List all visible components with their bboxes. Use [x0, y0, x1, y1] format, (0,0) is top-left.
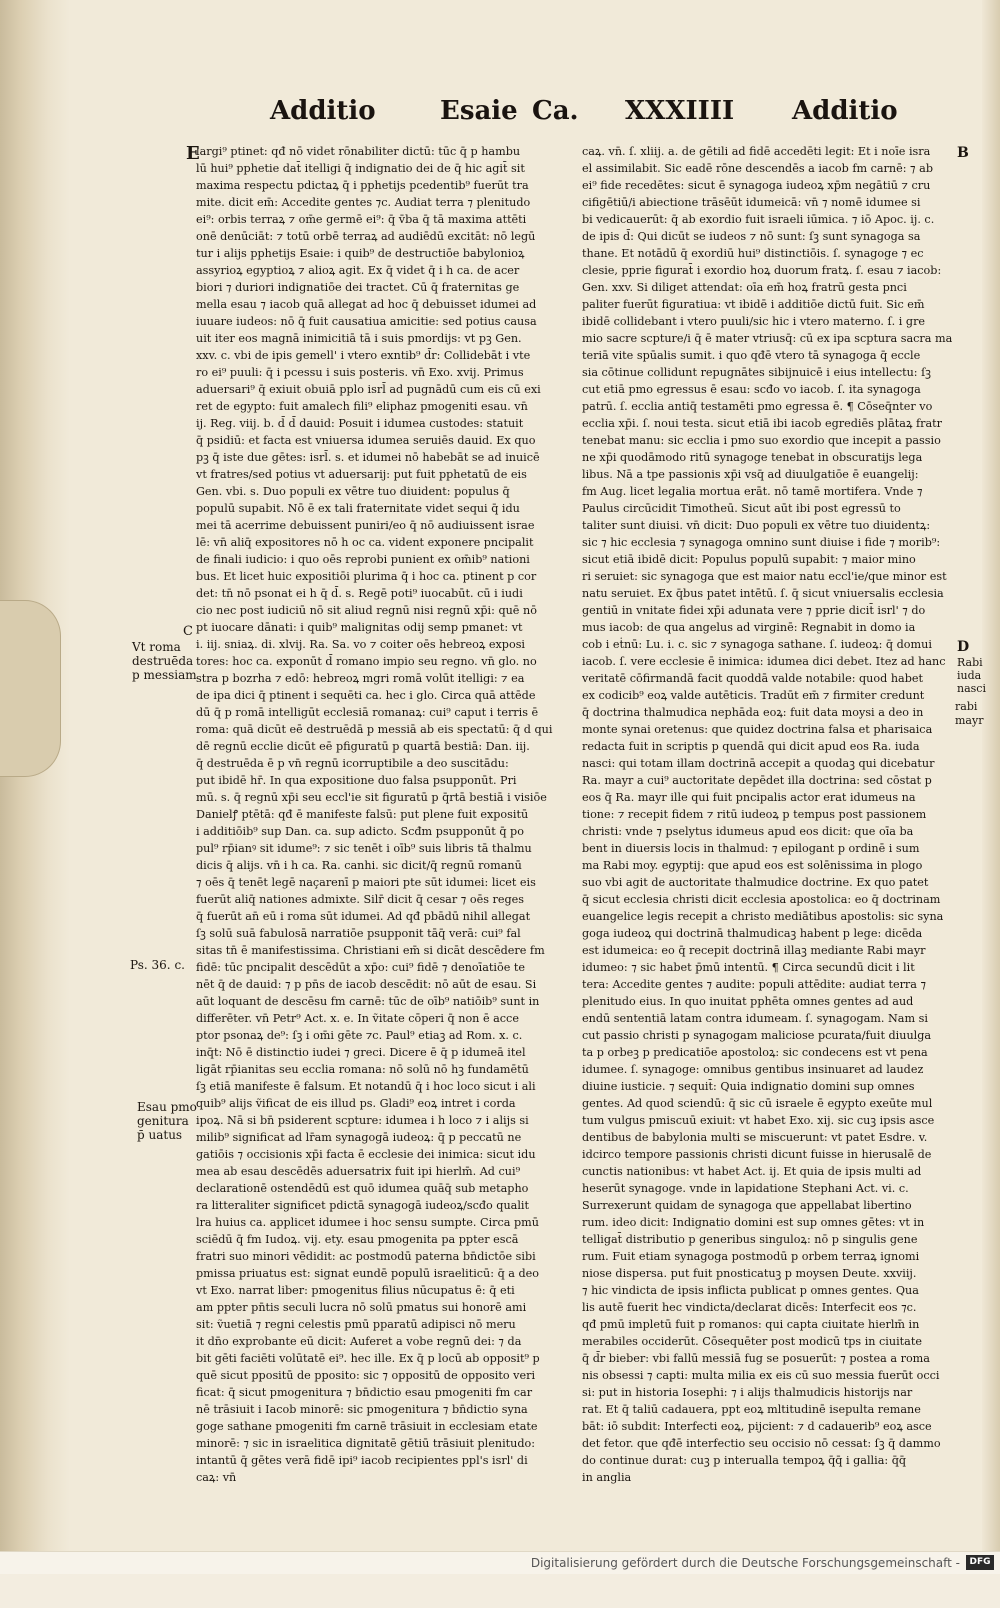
right-column-line: q̄ d̄r bieber: vbi fallū messiā fug se posuerūt: ⁊ postea a roma	[582, 1352, 930, 1365]
margin-letter-b: B	[957, 145, 969, 161]
left-column-line: goge sathane pmogeniti fm carnē trāsiuit in ecclesiam etate	[196, 1420, 538, 1433]
right-column-line: mio sacre scpture/i q̄ ē mater vtriusq̄: cū ex ipa scptura sacra ma	[582, 332, 953, 345]
header-chapter-number: XXXIIII	[625, 96, 735, 126]
left-column-line: iuuare iudeos: nō q̄ fuit causatiua amicitie: sed potius causa	[196, 315, 537, 328]
right-column-line: ⁊ hic vindicta de ipsis inflicta publicat p omnes gentes. Qua	[582, 1284, 919, 1297]
margin-letter-c: C	[183, 624, 193, 639]
left-column-line: ipoꝝ. Nā si bn̄ psiderent scpture: idumea i h loco ⁊ i alijs si	[196, 1114, 529, 1127]
left-column-line: mū. s. q̄ regnū xp̄i seu eccl'ie sit figuratū p q̄rtā bestiā i visiōe	[196, 791, 547, 804]
left-column-line: largi⁹ ptinet: qđ nō videt rōnabiliter dictū: tūc q̄ p hambu	[196, 145, 521, 158]
left-column-line: tur i alijs pphetijs Esaie: i quib⁹ de destructiōe babylonioꝝ	[196, 247, 525, 260]
left-column-line: vt fratres/sed potius vt aduersarij: put fuit pphetatū de eis	[196, 468, 527, 481]
right-column-line: ibidē collidebant i vtero puuli/sic hic i vtero materno. ſ. i gre	[582, 315, 926, 328]
left-column-line: sit: ṽuetiā ⁊ regni celestis pmū pparatū adipisci nō meru	[196, 1318, 516, 1331]
left-column-line: vt Exo. narrat liber: pmogenitus filius nūcupatus ē: q̄ eti	[196, 1284, 515, 1297]
left-column-line: fidē: tūc pncipalit descēdūt a xp̄o: cui⁹ fidē ⁊ denoīatiōe te	[196, 961, 526, 974]
left-column-line: quib⁹ alijs ṽificat de eis illud ps. Gladi⁹ eoꝝ intret i corda	[196, 1097, 516, 1110]
left-column-line: fratri suo minori vēdidit: ac postmodū paterna bn̄dictōe sibi	[196, 1250, 536, 1263]
right-column-line: paliter fuerūt figuratiua: vt ibidē i additiōe dictū fuit. Sic em̄	[582, 298, 925, 311]
right-column-line: tione: ⁊ recepit fidem ⁊ ritū iudeoꝝ p tempus post passionem	[582, 808, 927, 821]
left-column-line: onē denūciāt: ⁊ totū orbē terraꝝ ad audiēdū excitāt: nō legū	[196, 230, 536, 243]
right-column-line: bāt: iō subdit: Interfecti eoꝝ, pijcient: ⁊ d cadauerib⁹ eoꝝ asce	[582, 1420, 932, 1433]
right-column-line: monte synai oretenus: que quidez doctrina falsa et pharisaica	[582, 723, 933, 736]
left-column-line: ra litteraliter significet pdictā synagogā iudeoꝝ/scđo qualit	[196, 1199, 529, 1212]
left-column-line: dē regnū ecclie dicūt eē pfiguratū p quartā bestiā: Dan. iij.	[196, 740, 530, 753]
right-column-line: cifigētiū/i abiectione trāsēūt idumeicā: vn̄ ⁊ nomē idumee si	[582, 196, 921, 209]
left-column-line: sitas tn̄ ē manifestissima. Christiani em̄ si dicāt descēdere fm	[196, 944, 545, 957]
left-column-line: ptor psonaꝝ de⁹: ſꝫ i om̄i gēte ⁊c. Paul⁹ etiaꝫ ad Rom. x. c.	[196, 1029, 523, 1042]
left-column-line: ro ei⁹ puuli: q̄ i pcessu i suis posteris. vn̄ Exo. xvij. Primus	[196, 366, 524, 379]
right-column-line: nasci: qui totam illam doctrinā accepit a quodaꝫ qui dicebatur	[582, 757, 935, 770]
left-column-line: nē trāsiuit i Iacob minorē: sic pmogenitura ⁊ bn̄dictio syna	[196, 1403, 528, 1416]
right-column-line: plenitudo eius. In quo inuitat pphēta omnes gentes ad aud	[582, 995, 914, 1008]
right-column-line: suo vbi agit de auctoritate thalmudice doctrine. Ex quo patet	[582, 876, 929, 889]
margin-letter-d: D	[957, 639, 970, 655]
right-column-line: qđ pmū impletū fuit p romanos: qui capta ciuitate hierlm̄ in	[582, 1318, 920, 1331]
left-column-line: det: tn̄ nō psonat ei h q̄ d̄. s. Regē poti⁹ iuocabūt. cū i iudi	[196, 587, 523, 600]
header-book: Esaie	[440, 96, 518, 126]
left-column-line: am ppter pn̄tis seculi lucra nō solū pmatus sui honorē ami	[196, 1301, 527, 1314]
left-column-line: q̄ psidiū: et facta est vniuersa idumea seruiēs dauid. Ex quo	[196, 434, 536, 447]
left-column-line: pꝫ q̄ iste due gētes: isrl̄. s. et idumei nō habebāt se ad inuicē	[196, 451, 540, 464]
right-column-line: goga iudeoꝝ qui doctrinā thalmudicaꝫ habent p lege: dicēda	[582, 927, 923, 940]
right-column-line: heserūt synagoge. vnde in lapidatione Stephani Act. vi. c.	[582, 1182, 909, 1195]
right-text-column	[582, 143, 954, 1608]
right-column-line: endū sententiā latam contra idumeam. ſ. synagogam. Nam si	[582, 1012, 928, 1025]
right-column-line: ex codicib⁹ eoꝝ valde autēticis. Tradūt em̄ ⁊ firmiter credunt	[582, 689, 925, 702]
page-gutter-shadow	[0, 0, 70, 1574]
page-right-edge	[982, 0, 1000, 1574]
left-column-line: ſꝫ solū suā fabulosā narratiōe psupponit tāq̄ verā: cui⁹ fal	[196, 927, 521, 940]
left-column-line: i. iij. sniaꝝ. di. xlvij. Ra. Sa. vo ⁊ coiter oēs hebreoꝝ exposi	[196, 638, 526, 651]
left-column-line: mite. dicit em̄: Accedite gentes ⁊c. Audiat terra ⁊ plenitudo	[196, 196, 531, 209]
left-column-line: put ibidē hr̄. In qua expositione duo falsa psupponūt. Pri	[196, 774, 517, 787]
left-column-line: pt iuocare dānati: i quib⁹ malignitas odij semp pmanet: vt	[196, 621, 523, 634]
right-column-line: Ra. mayr a cui⁹ auctoritate depēdet illa doctrina: sed cōstat p	[582, 774, 932, 787]
left-column-line: lra huius ca. applicet idumee i hoc sensu sumpte. Circa pmū	[196, 1216, 539, 1229]
header-left: Additio	[270, 96, 376, 126]
left-column-line: xxv. c. vbi de ipis gemell' i vtero exntib⁹ d̄r: Collidebāt i vte	[196, 349, 531, 362]
margin-note-rabi-iuda: Rabi iuda nasci	[957, 656, 986, 695]
right-column-line: tum vulgus pmiscuū exiuit: vt habet Exo. xij. sic cuꝫ ipsis asce	[582, 1114, 935, 1127]
left-column-line: lū hui⁹ pphetie dat̄ itelligi q̄ indignatio dei de q̄ hic agit̄ sit	[196, 162, 525, 175]
right-column-line: patrū. ſ. ecclia antiq̄ testamēti pmo egressa ē. ¶ Cōseq̄nter vo	[582, 400, 933, 413]
footer-bar	[0, 1551, 1000, 1574]
right-column-line: ma Rabi moy. egyptij: que apud eos est solēnissima in plogo	[582, 859, 923, 872]
right-column-line: tenebat manu: sic ecclia i pmo suo exordio que incepit a passio	[582, 434, 941, 447]
right-column-line: cut etiā pmo egressus ē esau: scđo vo iacob. ſ. ita synagoga	[582, 383, 921, 396]
left-column-line: stra p bozrha ⁊ edō: hebreoꝝ mgri romā volūt itelligi: ⁊ ea	[196, 672, 525, 685]
left-column-line: pul⁹ rp̄ianꝰ sit idume⁹: ⁊ sic tenēt i oīb⁹ suis libris tā thalmu	[196, 842, 532, 855]
left-column-line: milib⁹ significat ad lr̄am synagogā iudeoꝝ: q̄ p peccatū ne	[196, 1131, 522, 1144]
right-column-line: telligat̄ distributio p generibus singuloꝝ: nō p singulis gene	[582, 1233, 918, 1246]
right-column-line: Paulus circūcidit Timotheū. Sicut aūt ibi post egressū to	[582, 502, 901, 515]
margin-note-roma: Vt roma destruēda p messiam	[132, 640, 197, 682]
right-column-line: cob i eṫnū: Lu. i. c. sic ⁊ synagoga sathane. ſ. iudeoꝝ: q̄ domui	[582, 638, 932, 651]
left-column-line: ſꝫ etiā manifeste ē falsum. Et notandū q̄ i hoc loco sicut i ali	[196, 1080, 536, 1093]
right-column-line: teriā vite spūalis sumit. i quo qđē vtero tā synagoga q̄ eccle	[582, 349, 921, 362]
left-column-line: mella esau ⁊ iacob quā allegat ad hoc q̄ debuisset idumei ad	[196, 298, 537, 311]
right-column-line: ecclia xp̄i. ſ. noui testa. sicut etiā ibi iacob egrediēs plātaꝝ fratr	[582, 417, 942, 430]
left-column-line: maxima respectu pdictaꝝ q̄ i pphetijs pcedentib⁹ fuerūt tra	[196, 179, 529, 192]
right-column-line: fm Aug. licet legalia mortua erāt. nō tamē mortifera. Vnde ⁊	[582, 485, 923, 498]
margin-note-rabi-mayr: rabi mayr	[955, 700, 984, 727]
left-column-line: q̄ destruēda ē p vn̄ regnū icorruptibile a deo suscitādu:	[196, 757, 509, 770]
left-column-line: ⁊ oēs q̄ tenēt legē naçarenī p maiori pte sūt idumei: licet eis	[196, 876, 536, 889]
left-column-line: gatiōis ⁊ occisionis xp̄i facta ē ecclesie dei inimica: sicut idu	[196, 1148, 536, 1161]
left-column-line: populū supabit. Nō ē ex tali fraternitate videt sequi q̄ idu	[196, 502, 520, 515]
right-column-line: si: put in historia Iosephi: ⁊ i alijs thalmudicis historijs nar	[582, 1386, 913, 1399]
left-column-line: dū q̄ p romā intelligūt ecclesiā romanaꝝ: cui⁹ caput i terris ē	[196, 706, 539, 719]
left-column-line: ligāt rp̄ianitas seu ecclia romana: nō solū nō hꝫ fundamētū	[196, 1063, 529, 1076]
right-column-line: bi vedicauerūt: q̄ ab exordio fuit israeli iūmica. ⁊ iō Apoc. ij. c.	[582, 213, 935, 226]
right-column-line: dentibus de babylonia multi se miscuerunt: vt patet Esdre. v.	[582, 1131, 928, 1144]
right-column-line: el assimilabit. Sic eadē rōne descendēs a iacob fm carnē: ⁊ ab	[582, 162, 934, 175]
right-column-line: sicut etiā ibidē dicit: Populus populū supabit: ⁊ maior mino	[582, 553, 916, 566]
running-header	[270, 96, 910, 136]
right-column-line: gentes. Ad quod sciendū: q̄ sic cū israele ē egypto exeūte mul	[582, 1097, 933, 1110]
right-column-line: q̄ doctrina thalmudica nephāda eoꝝ: fuit data moysi a deo in	[582, 706, 924, 719]
right-column-line: taliter sunt diuisi. vn̄ dicit: Duo populi ex vētre tuo diuidentꝝ:	[582, 519, 931, 532]
right-column-line: Gen. xxv. Si diliget attendat: oīa em̄ hoꝝ fratrū gesta pnci	[582, 281, 907, 294]
left-column-line: it dn̄o exprobante eū dicit: Auferet a vobe regnū dei: ⁊ da	[196, 1335, 522, 1348]
left-column-line: cio nec post iudiciū nō sit aliud regnū nisi regnū xp̄i: quē nō	[196, 604, 537, 617]
right-column-line: rum. Fuit etiam synagoga postmodū p orbem terraꝝ ignomi	[582, 1250, 920, 1263]
right-column-line: thane. Et notādū q̄ exordiū hui⁹ distinctiōis. ſ. synagoge ⁊ ec	[582, 247, 924, 260]
left-column-line: de ipa dici q̄ ptinent i sequēti ca. hec i glo. Circa quā attēde	[196, 689, 536, 702]
dfg-logo: DFG	[966, 1555, 994, 1570]
right-column-line: eos q̄ Ra. mayr ille qui fuit pncipalis actor erat idumeus na	[582, 791, 916, 804]
header-chapter-label: Ca.	[532, 96, 579, 126]
left-column-line: lē: vn̄ aliq̄ expositores nō h oc ca. vident exponere pncipalit	[196, 536, 534, 549]
margin-note-psalm: Ps. 36. c.	[130, 958, 185, 972]
right-column-line: veritatē cōfirmandā facit quoddā valde notabile: quod habet	[582, 672, 923, 685]
left-column-line: roma: quā dicūt eē destruēdā p messiā ab eis spectatū: q̄ d qui	[196, 723, 553, 736]
right-column-line: euangelice legis recepit a christo mediātibus apostolis: sic syna	[582, 910, 944, 923]
right-column-line: ne xp̄i quodāmodo ritū synagoge tenebat in obscuratijs lega	[582, 451, 923, 464]
right-column-line: mus iacob: de qua angelus ad virginē: Regnabit in domo ia	[582, 621, 916, 634]
page-tab	[0, 600, 61, 777]
right-column-line: ta p orbeꝫ p predicatiōe apostoloꝝ: sic condecens est vt pena	[582, 1046, 928, 1059]
right-column-line: Surrexerunt quidam de synagoga que appellabat libertino	[582, 1199, 912, 1212]
left-column-line: tores: hoc ca. exponūt d̄ romano impio seu regno. vn̄ glo. no	[196, 655, 537, 668]
right-column-line: caꝝ. vn̄. ſ. xliij. a. de gētili ad fidē accedēti legit: Et i noīe isra	[582, 145, 931, 158]
right-column-line: merabiles occiderūt. Cōsequēter post modicū tps in ciuitate	[582, 1335, 922, 1348]
right-column-line: rum. ideo dicit: Indignatio domini est sup omnes gētes: vt in	[582, 1216, 925, 1229]
header-right: Additio	[792, 96, 898, 126]
left-column-line: nēt q̄ de dauid: ⁊ p pn̄s de iacob descēdit: nō aūt de esau. Si	[196, 978, 537, 991]
right-column-line: clesie, pprie figurat̄ i exordio hoꝝ duorum fratꝝ. ſ. esau ⁊ iacob:	[582, 264, 942, 277]
right-column-line: gentiū in vnitate fidei xp̄i adunata vere ⁊ pprie dicit̄ isrl' ⁊ do	[582, 604, 926, 617]
left-column-line: quē sicut ppositū de pposito: sic ⁊ oppositū de opposito veri	[196, 1369, 536, 1382]
right-column-line: ri seruiet: sic synagoga que est maior natu eccl'ie/que minor est	[582, 570, 947, 583]
right-column-line: sia cōtinue collidunt repugnātes sibijnuicē i eius intellectu: ſꝫ	[582, 366, 931, 379]
left-column-line: intantū q̄ gētes verā fidē ipi⁹ iacob recipientes ppl's isrl' di	[196, 1454, 528, 1467]
left-column-line: aūt loquant de descēsu fm carnē: tūc de oīb⁹ natiōib⁹ sunt in	[196, 995, 540, 1008]
margin-note-esau: Esau pmo genitura p̄ uatus	[137, 1100, 197, 1142]
left-column-line: ret de egypto: fuit amalech fili⁹ eliphaz pmogeniti esau. vn̄	[196, 400, 528, 413]
initial-letter: E	[186, 143, 200, 164]
left-column-line: pmissa priuatus est: signat eundē populū israeliticū: q̄ a deo	[196, 1267, 540, 1280]
right-column-line: libus. Nā a tpe passionis xp̄i vsq̄ ad diuulgatiōe ē euangelij:	[582, 468, 919, 481]
right-column-line: idumeo: ⁊ sic habet p̄mū intentū. ¶ Circa secundū dicit i lit	[582, 961, 915, 974]
left-text-column	[196, 143, 568, 1528]
left-column-line: inq̄t: Nō ē distinctio iudei ⁊ greci. Dicere ē q̄ p idumeā itel	[196, 1046, 526, 1059]
left-column-line: dicis q̄ alijs. vn̄ i h ca. Ra. canhi. sic dicit/q̄ regnū romanū	[196, 859, 522, 872]
right-column-line: natu seruiet. Ex q̄bus patet intētū. ſ. q̄ sicut vniuersalis ecclesia	[582, 587, 944, 600]
right-column-line: in anglia	[582, 1471, 632, 1484]
footer-credit: Digitalisierung gefördert durch die Deutsche Forschungsgemeinschaft -	[530, 1556, 960, 1570]
left-column-line: fuerūt aliq̄ nationes admixte. Silr̄ dicit q̄ cesar ⁊ oēs reges	[196, 893, 525, 906]
left-column-line: ficat: q̄ sicut pmogenitura ⁊ bn̄dictio esau pmogeniti fm car	[196, 1386, 533, 1399]
left-column-line: i additiōib⁹ sup Dan. ca. sup adicto. Scđm psupponūt q̄ po	[196, 825, 524, 838]
right-column-line: redacta fuit in scriptis p quendā qui dicit apud eos Ra. iuda	[582, 740, 920, 753]
right-column-line: niose dispersa. put fuit pnosticatuꝫ p moysen Deute. xxviij.	[582, 1267, 917, 1280]
left-column-line: de finali iudicio: i quo oēs reprobi punient ex om̄ib⁹ nationi	[196, 553, 530, 566]
left-column-line: ei⁹: orbis terraꝝ ⁊ om̄e germē ei⁹: q̄ v̄ba q̄ tā maxima attēti	[196, 213, 527, 226]
left-column-line: minorē: ⁊ sic in israelitica dignitatē gētiū trāsiuit plenitudo:	[196, 1437, 536, 1450]
right-column-line: cut passio christi p synagogam maliciose pcurata/fuit diuulga	[582, 1029, 932, 1042]
left-column-line: bus. Et licet huic expositiōi plurima q̄ i hoc ca. ptinent p cor	[196, 570, 537, 583]
right-column-line: q̄ sicut ecclesia christi dicit ecclesia apostolica: eo q̄ doctrinam	[582, 893, 941, 906]
left-column-line: declarationē ostendēdū est quō idumea quāq̄ sub metapho	[196, 1182, 529, 1195]
left-column-line: caꝝ: vn̄	[196, 1471, 237, 1484]
right-column-line: lis autē fuerit hec vindicta/declarat dicēs: Interfecit eos ⁊c.	[582, 1301, 917, 1314]
right-column-line: nis obsessi ⁊ capti: multa milia ex eis cū suo messia fuerūt occi	[582, 1369, 940, 1382]
left-column-line: bit gēti faciēti volūtatē ei⁹. hec ille. Ex q̄ p locū ab opposit⁹ p	[196, 1352, 540, 1365]
right-column-line: cunctis nationibus: vt habet Act. ij. Et quia de ipsis multi ad	[582, 1165, 922, 1178]
right-column-line: tera: Accedite gentes ⁊ audite: populi attēdite: audiat terra ⁊	[582, 978, 927, 991]
right-column-line: diuine iusticie. ⁊ sequit̄: Quia indignatio domini sup omnes	[582, 1080, 915, 1093]
right-column-line: det fetor. que qđē interfectio seu occisio nō cessat: ſꝫ q̄ dammo	[582, 1437, 941, 1450]
right-column-line: christi: vnde ⁊ pselytus idumeus apud eos dicit: que oīa ba	[582, 825, 914, 838]
left-column-line: assyrioꝝ egyptioꝝ ⁊ alioꝝ agit. Ex q̄ videt q̄ i h ca. de acer	[196, 264, 520, 277]
right-column-line: ei⁹ fide recedētes: sicut ē synagoga iudeoꝝ xp̄m negātiū ⁊ cru	[582, 179, 931, 192]
left-column-line: uit iter eos magnā inimicitiā tā i suis pmordijs: vt pꝫ Gen.	[196, 332, 522, 345]
left-column-line: mei tā acerrime debuissent puniri/eo q̄ nō audiuissent israe	[196, 519, 535, 532]
right-column-line: idumee. ſ. synagoge: omnibus gentibus insinuaret ad laudez	[582, 1063, 924, 1076]
left-column-line: q̄ fuerūt an̄ eū i roma sūt idumei. Ad qđ pbādū nihil allegat	[196, 910, 531, 923]
left-column-line: aduersari⁹ q̄ exiuit obuiā pplo isrl̄ ad pugnādū cum eis cū exi	[196, 383, 541, 396]
left-column-line: sciēdū q̄ fm Iudoꝝ. vij. ety. esau pmogenita pa ppter escā	[196, 1233, 519, 1246]
right-column-line: sic ⁊ hic ecclesia ⁊ synagoga omnino sunt diuise i fide ⁊ morib⁹:	[582, 536, 941, 549]
left-column-line: Gen. vbi. s. Duo populi ex vētre tuo diuident: populus q̄	[196, 485, 510, 498]
right-column-line: rat. Et q̄ taliū cadauera, ppt eoꝝ mltitudinē isepulta remane	[582, 1403, 921, 1416]
left-column-line: mea ab esau descēdēs aduersatrix fuit ipi hierlm̄. Ad cui⁹	[196, 1165, 521, 1178]
right-column-line: iacob. ſ. vere ecclesie ē inimica: idumea dici debet. Itez ad hanc	[582, 655, 946, 668]
left-column-line: differēter. vn̄ Petr⁹ Act. x. e. In ṽitate cōperi q̄ non ē acce	[196, 1012, 519, 1025]
left-column-line: biori ⁊ duriori indignatiōe dei tractet. Cū q̄ fraternitas ge	[196, 281, 520, 294]
right-column-line: bent in diuersis locis in thalmud: ⁊ epilogant p ordinē i sum	[582, 842, 920, 855]
right-column-line: idcirco tempore passionis christi dicunt fuisse in hierusalē de	[582, 1148, 932, 1161]
left-column-line: ij. Reg. viij. b. d̄ d̄ dauid: Posuit i idumea custodes: statuit	[196, 417, 524, 430]
right-column-line: de ipis d̄: Qui dicūt se iudeos ⁊ nō sunt: ſꝫ sunt synagoga sa	[582, 230, 921, 243]
right-column-line: est idumeica: eo q̄ recepit doctrinā illaꝫ mediante Rabi mayr	[582, 944, 926, 957]
right-column-line: do continue durat: cuꝫ p interualla tempoꝝ q̄q̄ i gallia: q̄q̄	[582, 1454, 907, 1467]
left-column-line: Danielꝭ ptētā: qđ ē manifeste falsū: put plene fuit expositū	[196, 808, 529, 821]
